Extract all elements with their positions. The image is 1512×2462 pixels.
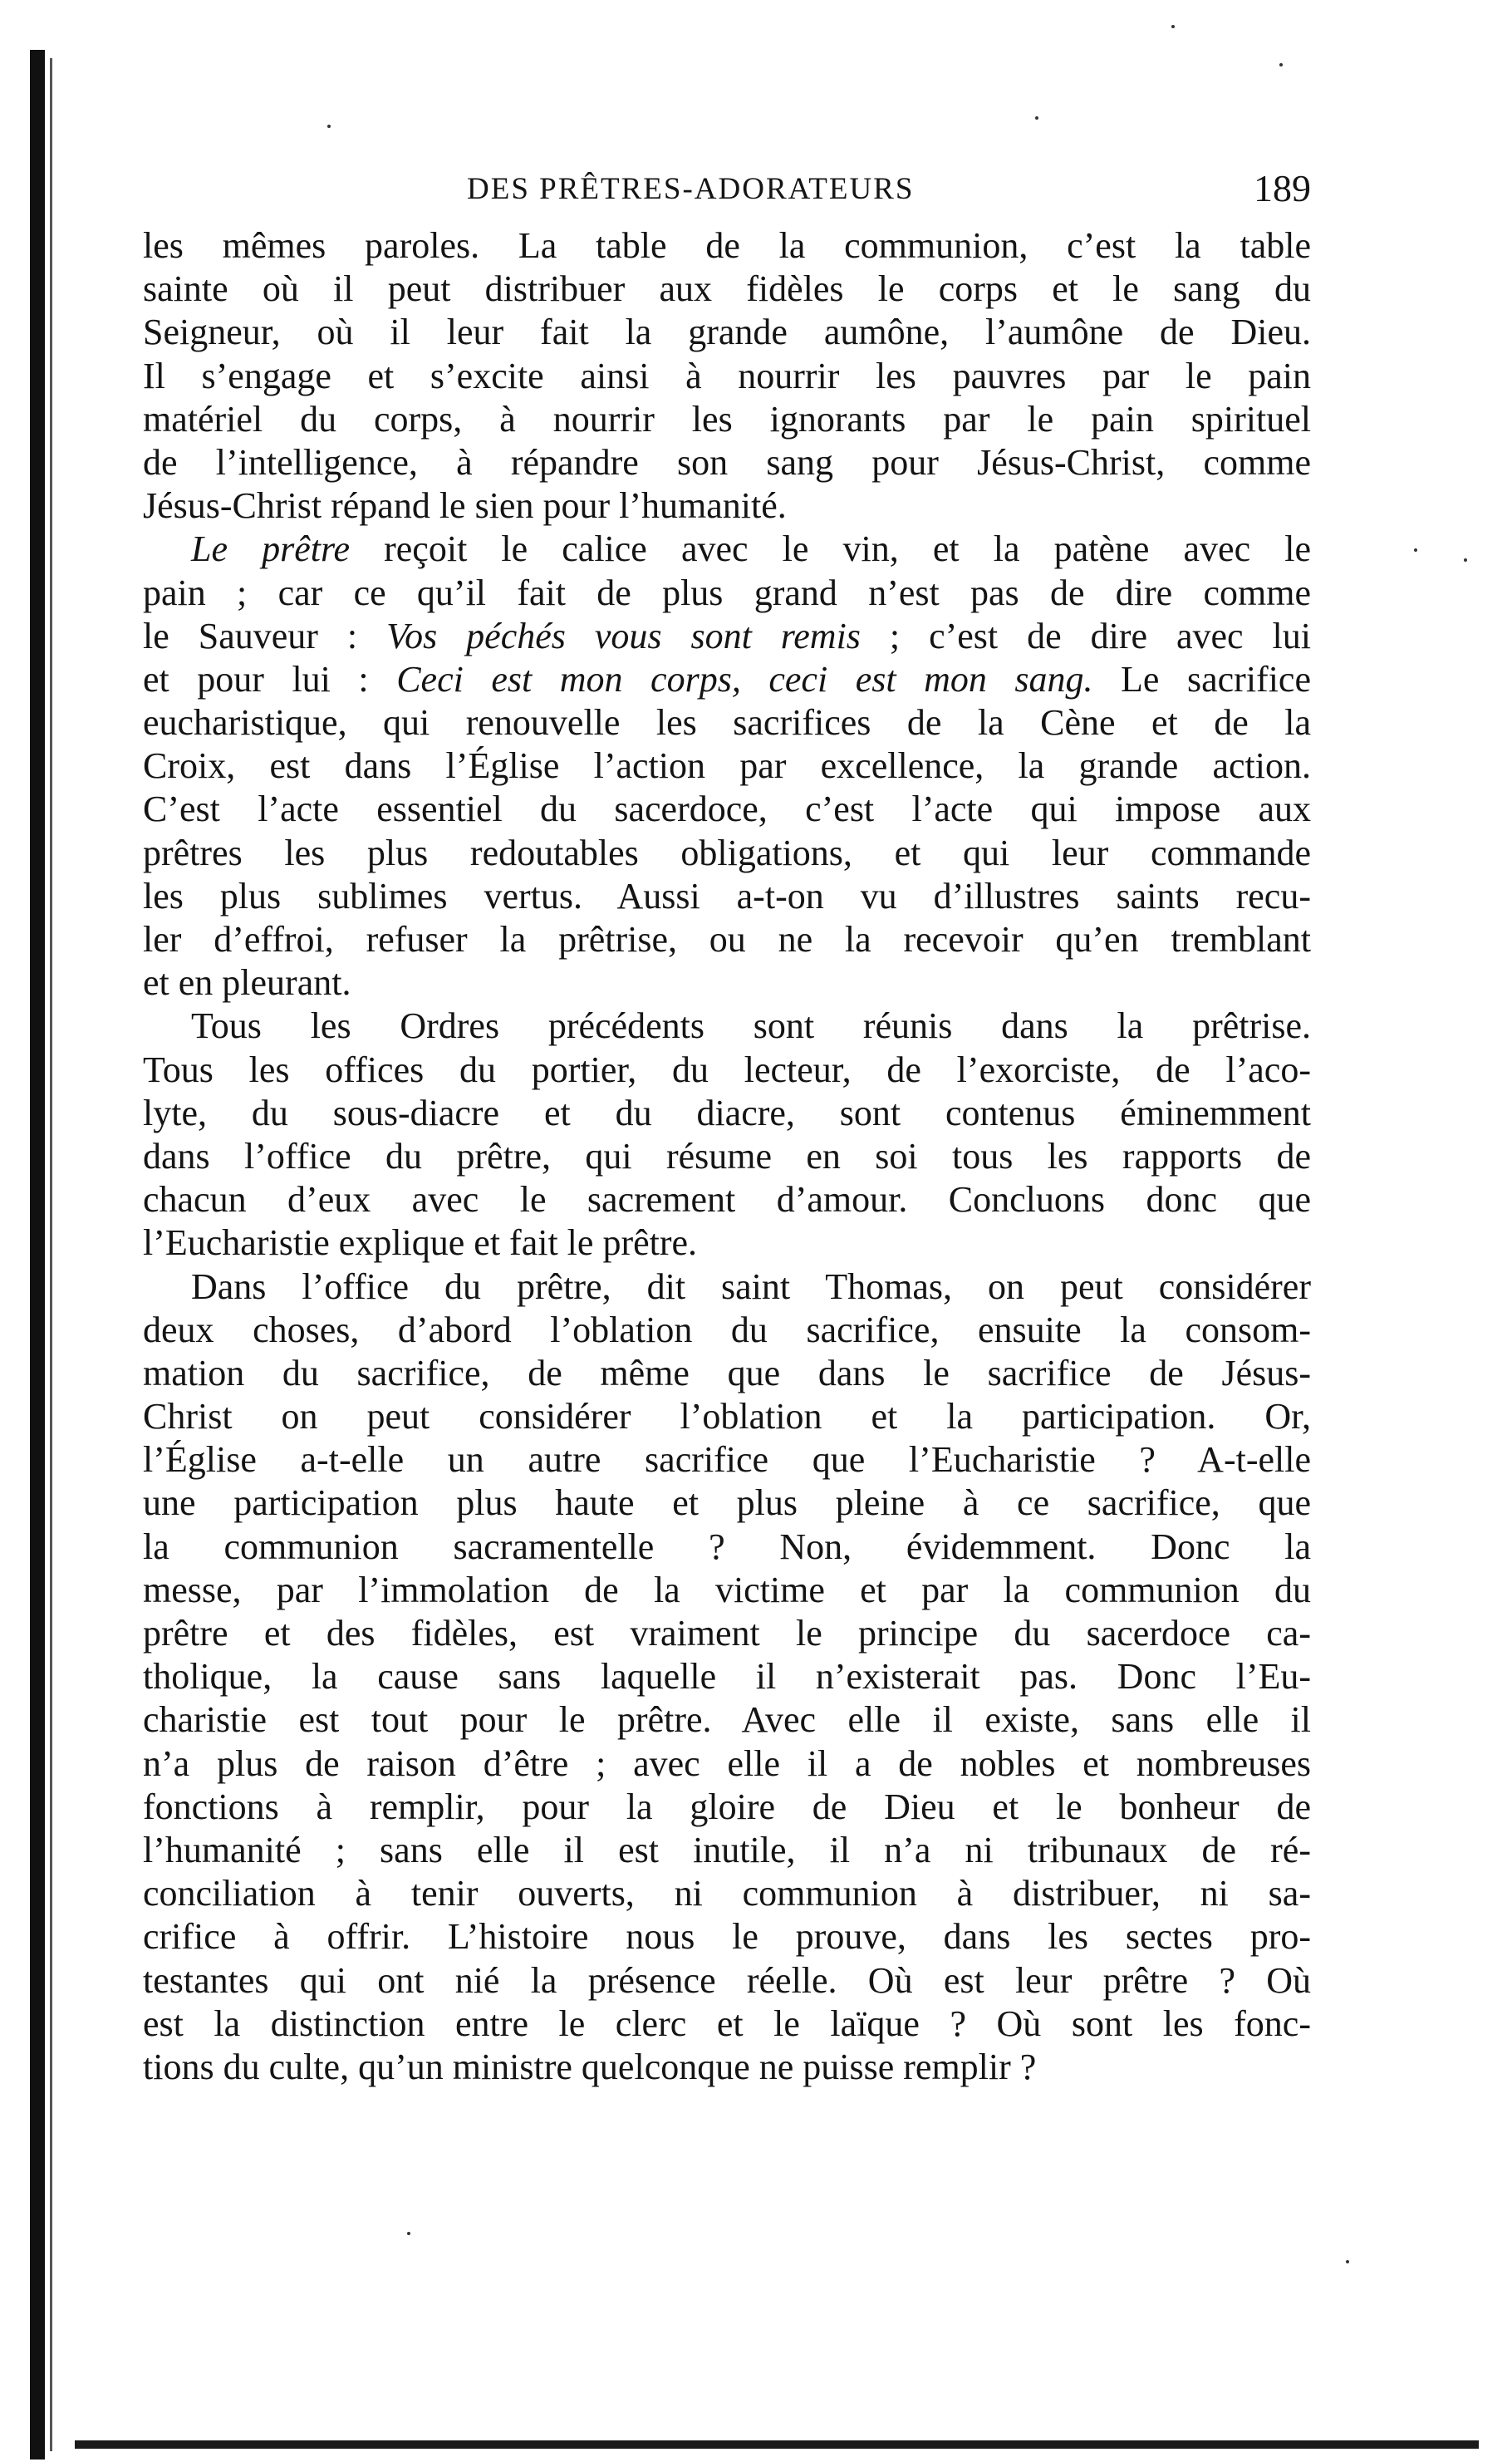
- text-line: Christ on peut considérer l’oblation et la participation. Or,: [143, 1396, 1311, 1437]
- text-line: les plus sublimes vertus. Aussi a-t-on vu d’illustres saints recu-: [143, 875, 1311, 916]
- text-line: Il s’engage et s’excite ainsi à nourrir les pauvres par le pain: [143, 355, 1311, 396]
- text-run: reçoit le calice avec le vin, et la patène avec le: [350, 528, 1311, 570]
- text-line: et en pleurant.: [143, 962, 351, 1004]
- text-line: fonctions à remplir, pour la gloire de Dieu et le bonheur de: [143, 1786, 1311, 1827]
- text-line: Croix, est dans l’Église l’action par excellence, la grande action.: [143, 745, 1311, 787]
- text-line: pain ; car ce qu’il fait de plus grand n’est pas de dire comme: [143, 572, 1311, 613]
- body-text: [143, 224, 1311, 2089]
- text-line: testantes qui ont nié la présence réelle. Où est leur prêtre ? Où: [143, 1959, 1311, 2001]
- text-line: est la distinction entre le clerc et le laïque ? Où sont les fonc-: [143, 2003, 1311, 2044]
- scan-bottom-edge: [75, 2440, 1479, 2449]
- scan-speck: [1279, 63, 1283, 66]
- scan-speck: [407, 2232, 410, 2235]
- text-run: le Sauveur :: [143, 615, 387, 656]
- text-line: Tous les offices du portier, du lecteur, de l’exorciste, de l’aco-: [143, 1049, 1311, 1090]
- text-line: n’a plus de raison d’être ; avec elle il a de nobles et nombreuses: [143, 1742, 1311, 1784]
- scan-speck: [1035, 116, 1038, 120]
- text-line: crifice à offrir. L’histoire nous le prouve, dans les sectes pro-: [143, 1916, 1311, 1958]
- italic-text: Vos péchés vous sont remis: [386, 615, 861, 656]
- text-line: dans l’office du prêtre, qui résume en soi tous les rapports de: [143, 1135, 1311, 1177]
- text-line: [143, 528, 1311, 571]
- text-line: l’Eucharistie explique et fait le prêtre.: [143, 1222, 698, 1264]
- text-line: C’est l’acte essentiel du sacerdoce, c’est l’acte qui impose aux: [143, 789, 1311, 830]
- text-line: prêtre et des fidèles, est vraiment le principe du sacerdoce ca-: [143, 1613, 1311, 1654]
- text-line: messe, par l’immolation de la victime et par la communion du: [143, 1569, 1311, 1610]
- text-line: sainte où il peut distribuer aux fidèles le corps et le sang du: [143, 268, 1311, 310]
- text-line: mation du sacrifice, de même que dans le sacrifice de Jésus-: [143, 1352, 1311, 1393]
- text-line: eucharistique, qui renouvelle les sacrifices de la Cène et de la: [143, 702, 1311, 744]
- running-head: DES PRÊTRES-ADORATEURS: [467, 172, 915, 206]
- text-line: Tous les Ordres précédents sont réunis dans la prêtrise.: [191, 1005, 1311, 1047]
- page-number: 189: [1254, 167, 1311, 209]
- scan-speck: [327, 125, 331, 128]
- scan-speck: [1346, 2260, 1349, 2263]
- text-line: prêtres les plus redoutables obligations, et qui leur commande: [143, 832, 1311, 873]
- text-line: une participation plus haute et plus pleine à ce sacrifice, que: [143, 1482, 1311, 1524]
- text-line: [143, 658, 1311, 701]
- text-line: conciliation à tenir ouverts, ni communion à distribuer, ni sa-: [143, 1873, 1311, 1914]
- text-line: lyte, du sous-diacre et du diacre, sont contenus éminemment: [143, 1092, 1311, 1133]
- text-run: ; c’est de dire avec lui: [860, 615, 1311, 656]
- text-line: matériel du corps, à nourrir les ignorants par le pain spirituel: [143, 398, 1311, 440]
- text-line: [143, 615, 1311, 658]
- text-line: Dans l’office du prêtre, dit saint Thomas, on peut considérer: [191, 1265, 1311, 1307]
- scan-speck: [1464, 558, 1467, 562]
- text-line: les mêmes paroles. La table de la communion, c’est la table: [143, 225, 1311, 266]
- scan-left-edge-thin: [50, 58, 52, 2451]
- italic-text: Ceci est mon corps, ceci est mon sang.: [396, 658, 1093, 700]
- text-line: de l’intelligence, à répandre son sang pour Jésus-Christ, comme: [143, 441, 1311, 483]
- text-line: chacun d’eux avec le sacrement d’amour. Concluons donc que: [143, 1179, 1311, 1221]
- italic-text: Le prêtre: [191, 528, 351, 570]
- text-line: deux choses, d’abord l’oblation du sacrifice, ensuite la consom-: [143, 1309, 1311, 1350]
- text-line: tholique, la cause sans laquelle il n’existerait pas. Donc l’Eu-: [143, 1656, 1311, 1698]
- text-line: Seigneur, où il leur fait la grande aumône, l’aumône de Dieu.: [143, 312, 1311, 353]
- scan-left-edge: [30, 50, 45, 2460]
- text-line: la communion sacramentelle ? Non, évidemment. Donc la: [143, 1526, 1311, 1567]
- text-run: Le sacrifice: [1092, 658, 1311, 700]
- scan-speck: [1171, 25, 1175, 28]
- text-line: ler d’effroi, refuser la prêtrise, ou ne la recevoir qu’en tremblant: [143, 919, 1311, 960]
- scan-speck: [1414, 548, 1417, 552]
- text-line: l’humanité ; sans elle il est inutile, il n’a ni tribunaux de ré-: [143, 1829, 1311, 1870]
- page-header: [143, 166, 1311, 216]
- text-line: Jésus-Christ répand le sien pour l’humanité.: [143, 485, 787, 527]
- text-line: charistie est tout pour le prêtre. Avec elle il existe, sans elle il: [143, 1699, 1311, 1741]
- text-run: et pour lui :: [143, 658, 397, 700]
- text-line: tions du culte, qu’un ministre quelconque ne puisse remplir ?: [143, 2046, 1037, 2087]
- text-line: l’Église a-t-elle un autre sacrifice que l’Eucharistie ? A-t-elle: [143, 1439, 1311, 1481]
